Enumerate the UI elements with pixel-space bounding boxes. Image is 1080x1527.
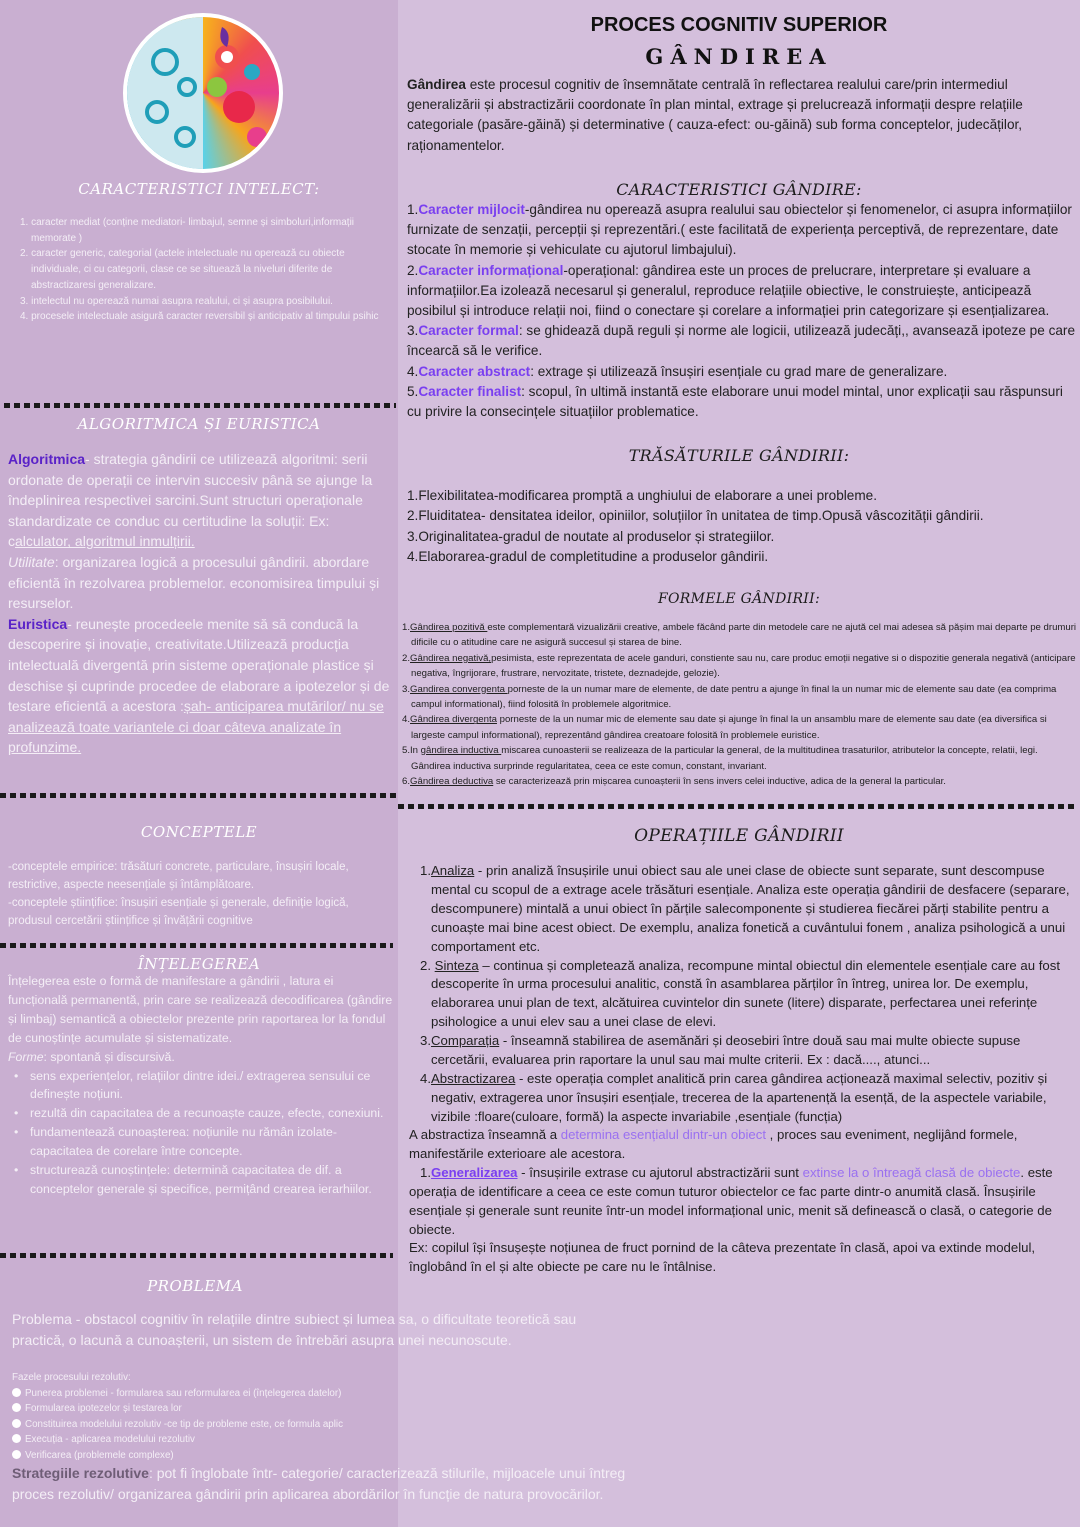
- item-number: 6.: [402, 776, 411, 788]
- item-term: Caracter informațional: [418, 262, 564, 278]
- item-term: Comparația: [431, 1033, 500, 1049]
- list-item: • fundamentează cunoașterea: noțiunile nu rămân izolate- capacitatea de corelare între concepte.: [8, 1123, 396, 1161]
- list-item: • rezultă din capacitatea de a recunoaște cauze, efecte, conexiuni.: [8, 1104, 396, 1123]
- item-text: -operațional: gândirea este un proces de prelucrare, interpretare și evaluare a informațiilor.Ea izolează necesarul și generalul, reproduce relațiile obiective, le construiește, anticipează posibilul și introduce relații noi, fiind o conectare și corelare a informației prin categorizare și esențializarea.: [407, 262, 1050, 319]
- trasaturi-list: [407, 486, 1075, 567]
- strategii-definition: : pot fi înglobate într- categorie/ caracterizează stilurile, mijloacele unui întreg proces rezolutiv/ organizarea gândirii prin aplicarea abordărilor în funcție de natura provocărilor.: [12, 1465, 626, 1502]
- conceptele-heading: CONCEPTELE: [140, 823, 258, 841]
- list-item: 1. caracter mediat (conține mediatori- limbajul, semne și simboluri,informații memorate ): [20, 217, 355, 244]
- item-number: 5.: [402, 745, 411, 757]
- list-item: [420, 1070, 1072, 1127]
- abstr-text: A abstractiza înseamnă a: [409, 1127, 561, 1142]
- list-item: [407, 321, 1075, 361]
- euristica-definition: - reunește procedeele menite să să conducă la descoperire și inovație, creativitate.Utilizează producția intelectuală divergentă prin sisteme operaționale plastice și deschise și cuprinde procedee de elaborare a ipotezelor și de testare eficientă a acestora :: [8, 615, 390, 715]
- euristica-example: șah- anticiparea mutărilor/ nu se analizează toate variantele ci doar câteva analizate în profunzime.: [8, 698, 384, 756]
- strategii-text: [12, 1463, 632, 1504]
- operatii-heading: OPERAȚIILE GÂNDIRII: [634, 826, 844, 846]
- list-item: [407, 200, 1075, 261]
- list-item: [12, 1386, 432, 1402]
- list-item: [402, 712, 1078, 743]
- faza-text: Punerea problemei - formularea sau reformularea ei (înțelegerea datelor): [25, 1387, 342, 1399]
- list-item: • structurează cunoștințele: determină capacitatea de dif. a conceptelor generale și specifice, permițând crearea ierarhiilor.: [8, 1161, 396, 1199]
- algoritmica-term: Algoritmica: [8, 451, 86, 467]
- item-text: pesimista, este reprezentata de acele ganduri, constiente sau nu, care produc emoții negative si o dispozitie generala negativă (anticipare negativa, îngrijorare, frustrare, nervozitate, tristete, deznadejde, gelozie).: [411, 652, 1076, 680]
- utilitate-label: Utilitate: [8, 553, 55, 570]
- faza-text: Execuția - aplicarea modelului rezolutiv: [25, 1434, 195, 1446]
- item-number: 4.: [420, 1070, 431, 1086]
- forme-text: : spontană și discursivă.: [43, 1049, 175, 1064]
- generalizarea-highlight: extinse la o întreagă clasă de obiecte: [802, 1164, 1021, 1180]
- list-item: 4. procesele intelectuale asigură caracter reversibil și anticipativ al timpului psihic: [20, 311, 379, 323]
- forme-label: Forme: [8, 1049, 44, 1064]
- list-item: • sens experiențelor, relațiilor dintre idei./ extragerea sensului ce definește noțiuni.: [8, 1067, 396, 1105]
- list-item: 4.Elaborarea-gradul de completitudine a produselor gândirii.: [407, 548, 769, 564]
- list-item: [420, 957, 1072, 1033]
- item-text: - este operația complet analitică prin carea gândirea acționează maximal selectiv, pozitiv și negativ, extragerea unor însușiri esențiale, trecerea de la apartenență la esență, de la aspectele variabile, vizibile :floare(culoare, formă) la aspecte invariabile ,esențiale (funcția): [431, 1070, 1048, 1124]
- intro-term: Gândirea: [407, 77, 466, 92]
- abstr-text-end: , proces sau eveniment, neglijând formele, manifestările exterioare ale acestora.: [409, 1127, 1018, 1161]
- formele-list: [402, 620, 1078, 789]
- utilitate-text: : organizarea logică a procesului gândirii. abordare eficientă în rezolvarea problemelor. economisirea timpului și resurselor.: [8, 553, 380, 612]
- list-item: [12, 1432, 432, 1448]
- generalizarea-example: Ex: copilul își însușește noțiunea de fruct pornind de la câteva prezentate în clasă, apoi va extinde modelul, înglobând în el și alte obiecte pe care nu le întâlnise.: [409, 1240, 1036, 1275]
- page-title: PROCES COGNITIV SUPERIOR: [590, 14, 888, 36]
- generalizarea-text-end: . este operația de identificare a ceea ce este comun tuturor obiectelor ce fac parte dintr-o anumită clasă. Însușirile esențiale și generale sunt reunite într-un model informațional unic, menit să definească o clasă, o categorie de obiecte.: [409, 1164, 1053, 1237]
- faze-label: Fazele procesului rezolutiv:: [12, 1372, 131, 1383]
- intro-text: este procesul cognitiv de însemnătate centrală în reflectarea realului care/prin intermediul generalizării și abstractizării coordonate în plan mintal, extrage și prelucrează informații despre relațiile categoriale (pasăre-găină) și determinative ( cauza-efect: ou-găină) sub forma conceptelor, judecăților, raționamentelor.: [407, 77, 1023, 153]
- item-text: -gândirea nu operează asupra realului sau obiectelor și fenomenelor, ci asupra informațiilor furnizate de senzații, percepții și reprezentări.( este facilitată de experiența perceptivă, de reprezentare, date stocate în memorie și vehiculate cu ajutorul limbajului).: [407, 202, 1072, 258]
- list-item: -conceptele empirice: trăsături concrete, particulare, însușiri locale, restrictive, aspecte neesențiale și întâmplătoare.: [8, 861, 349, 891]
- caracteristici-heading: CARACTERISTICI GÂNDIRE:: [616, 180, 862, 199]
- list-item: [12, 1448, 432, 1464]
- item-text: - înseamnă stabilirea de asemănări și deosebiri între două sau mai multe obiecte supuse cercetării, evaluarea prin raportare la unul sau mai multe criterii. Ex : dacă...., atunci...: [431, 1033, 1021, 1068]
- bullet-icon: [12, 1403, 21, 1412]
- list-item: [402, 620, 1078, 651]
- caracteristici-list: [407, 200, 1075, 422]
- list-item: [420, 862, 1072, 957]
- intro-paragraph: [407, 75, 1067, 156]
- item-term: Gândirea negativă,: [410, 652, 492, 664]
- faza-text: Verificarea (problemele complexe): [25, 1449, 174, 1461]
- intelegerea-heading: ÎNȚELEGEREA: [137, 955, 261, 973]
- bullet-icon: [12, 1450, 21, 1459]
- list-item: [402, 743, 1078, 774]
- item-term: Caracter formal: [418, 323, 519, 339]
- brain-illustration: [123, 13, 283, 173]
- list-item: 3.Originalitatea-gradul de noutate al produselor și strategiilor.: [407, 528, 775, 544]
- abstr-highlight: determina esențialul dintr-un obiect: [560, 1127, 767, 1142]
- item-text: miscarea cunoasterii se realizeaza de la particular la general, de la multitudinea trasaturilor, atributelor la concepte, relatii, legi. Gândirea inductiva surprinde regularitatea, ceea ce este comun, constant, invariant.: [411, 745, 1038, 772]
- item-number: 1.: [420, 863, 431, 878]
- intelegerea-text: [8, 972, 396, 1199]
- list-item: [420, 1032, 1072, 1070]
- item-number: 3.: [420, 1033, 431, 1049]
- item-number: 2.: [402, 652, 411, 664]
- generalizarea-text: - însușirile extrase cu ajutorul abstractizării sunt: [517, 1164, 803, 1180]
- intelect-heading: CARACTERISTICI INTELECT:: [78, 180, 320, 198]
- trasaturi-heading: TRĂSĂTURILE GÂNDIRII:: [628, 446, 850, 465]
- formele-heading: FORMELE GÂNDIRII:: [658, 591, 820, 607]
- faza-text: Constituirea modelului rezolutiv -ce tip de probleme este, ce formula aplic: [25, 1418, 344, 1430]
- intelect-list: [20, 215, 395, 325]
- item-term: Gandirea convergenta: [410, 683, 508, 695]
- list-item: [12, 1417, 432, 1433]
- faze-list: [12, 1370, 432, 1464]
- problema-heading: PROBLEMA: [147, 1277, 243, 1295]
- algoritmica-heading: ALGORITMICA ȘI EURISTICA: [77, 415, 321, 433]
- item-term: Sinteza: [434, 957, 479, 973]
- item-term: Caracter abstract: [418, 363, 531, 379]
- section-divider: [0, 793, 398, 798]
- conceptele-text: [8, 858, 393, 930]
- section-divider: [398, 804, 1078, 809]
- item-text: este complementară vizualizării creative, ambele făcând parte din metodele care ne ajută cel mai adesea să pășim mai departe pe drumuri dificile cu o atitudine care ne asigură succesul și starea de bine.: [411, 622, 1077, 649]
- item-number: 2.: [407, 262, 419, 278]
- item-number: 4.: [402, 714, 411, 726]
- faza-text: Formularea ipotezelor și testarea lor: [25, 1403, 182, 1415]
- euristica-term: Euristica: [8, 615, 68, 632]
- item-number: 1.: [407, 202, 419, 217]
- list-item: -conceptele științifice: însușiri esențiale și generale, definiție logică, produsul cercetării științifice și învățării cognitive: [8, 897, 349, 927]
- list-item: [402, 682, 1078, 713]
- item-number: 3.: [407, 323, 419, 339]
- list-item: [407, 362, 1075, 382]
- item-text: se caracterizează prin mișcarea cunoașterii în sens invers celei inductive, adica de la general la particular.: [493, 776, 946, 788]
- algoritmica-text: [8, 449, 396, 758]
- item-term: Analiza: [431, 863, 475, 878]
- item-text: : se ghidează după reguli și norme ale logicii, utilizează judecăți,, avansează ipoteze pe care încearcă să le verifice.: [407, 323, 1076, 359]
- list-item: 2. caracter generic, categorial (actele intelectuale nu operează cu obiecte individuale, ci cu categorii, clase ce se situează la niveluri diferite de abstractizaresi generalizare.: [20, 248, 345, 291]
- list-item: 1.Flexibilitatea-modificarea promptă a unghiului de elaborare a unei probleme.: [407, 488, 878, 503]
- generalizarea-term: Generalizarea: [431, 1164, 518, 1180]
- item-text: : extrage și utilizează însușiri esențiale cu grad mare de generalizare.: [530, 363, 948, 379]
- item-term: Gândirea deductiva: [410, 776, 494, 788]
- item-text: : scopul, în ultimă instantă este elaborare unui model mintal, unor explicații sau răspunsuri cu privire la consecințele situațiilor problematice.: [407, 383, 1063, 420]
- item-text: - prin analiză însușirile unui obiect sau ale unei clase de obiecte sunt separate, sunt descompuse mental cu scopul de a extrage acele trăsături esențiale. Analiza este operația gândirii de desfacere (separare, descompunere) mintală a unui obiect în părțile salecomponente și studierea fiecărei părți stabilite pentru a cunoaște mai bine acest obiect. De exemplu, analiza fonetică a cuvântului fonem , analiza psihologică a unui comportament etc.: [431, 863, 1070, 954]
- item-number: 4.: [407, 363, 419, 379]
- bullet-icon: [12, 1419, 21, 1428]
- section-divider: [0, 943, 393, 948]
- item-text: porneste de la un numar mare de elemente, de date pentru a ajunge în final la un numar mic de elemente sau date (ea comprima campul informational), fiind folosită în problemele algoritmice.: [411, 683, 1057, 711]
- item-term: Caracter finalist: [418, 383, 522, 399]
- algoritmica-example: alculator, algoritmul inmulțirii.: [15, 533, 195, 550]
- section-divider: [4, 403, 396, 408]
- item-number: 2.: [420, 957, 435, 973]
- item-number: 1.: [420, 1164, 431, 1180]
- strategii-term: Strategiile rezolutive: [12, 1465, 149, 1481]
- item-text: porneste de la un numar mic de elemente sau date și ajunge în final la un ansamblu mare de elemente sau date (ea diversifica si largeste campul informational), reprezentând gândirea creatoare folosită în problemele euristice.: [411, 714, 1047, 741]
- item-term: Gândirea divergenta: [410, 714, 497, 726]
- item-prefix: In g: [410, 745, 427, 757]
- bullet-icon: [12, 1388, 21, 1397]
- list-item: [407, 261, 1075, 322]
- item-term: Caracter mijlocit: [418, 202, 525, 217]
- item-term: Gândirea pozitivă: [410, 622, 488, 633]
- list-item: [402, 651, 1078, 682]
- problema-definition: Problema - obstacol cognitiv în relațiile dintre subiect și lumea sa, o dificultate teoretică sau practică, o lacună a cunoașterii, un sistem de întrebări asupra unei necunoscute.: [12, 1311, 577, 1348]
- list-item: [402, 774, 1078, 789]
- section-divider: [0, 1253, 393, 1258]
- list-item: [12, 1401, 432, 1417]
- list-item: 3. intelectul nu operează numai asupra realului, ci și asupra posibilului.: [20, 295, 333, 307]
- list-item: [407, 382, 1075, 422]
- intelegerea-definition: Înțelegerea este o formă de manifestare a gândirii , latura ei funcțională permanentă, prin care se realizează decodificarea (gândire și limbaj) semantică a obiectelor prezente prin raportarea lor la fondul de cunoștințe acumulate și sistematizate.: [8, 974, 393, 1045]
- operatii-list: [420, 862, 1072, 1127]
- algoritmica-definition: - strategia gândirii ce utilizează algoritmi: serii ordonate de operații ce intervin succesiv până se ajunge la îndeplinirea respectivei sarcini.Sunt structuri operaționale standardizate ce conduc cu certitudine la soluții: Ex: c: [8, 451, 373, 550]
- abstractiza-paragraph: [409, 1126, 1073, 1277]
- item-number: 1.: [402, 622, 411, 633]
- page-subtitle: GÂNDIREA: [645, 44, 833, 69]
- list-item: 2.Fluiditatea- densitatea ideilor, opiniilor, soluțiilor în unitatea de timp.Opusă vâscozității gândirii.: [407, 508, 984, 524]
- item-term: ândirea inductiva: [426, 745, 502, 757]
- item-term: Abstractizarea: [431, 1070, 516, 1086]
- item-number: 5.: [407, 383, 419, 399]
- bullet-icon: [12, 1434, 21, 1443]
- item-text: – continua și completează analiza, recompune mintal obiectul din elementele esențiale care au fost descoperite în urma procesului analitic, constă în asamblarea părților în întreg, unirea lor. De exemplu, elaborarea unui plan de text, alcătuirea cuvintelor din sunete (litere) disparate, perfectarea unei referințe psihologice a unui elev sau a unei clase de elevi.: [431, 957, 1060, 1030]
- item-number: 3.: [402, 683, 411, 695]
